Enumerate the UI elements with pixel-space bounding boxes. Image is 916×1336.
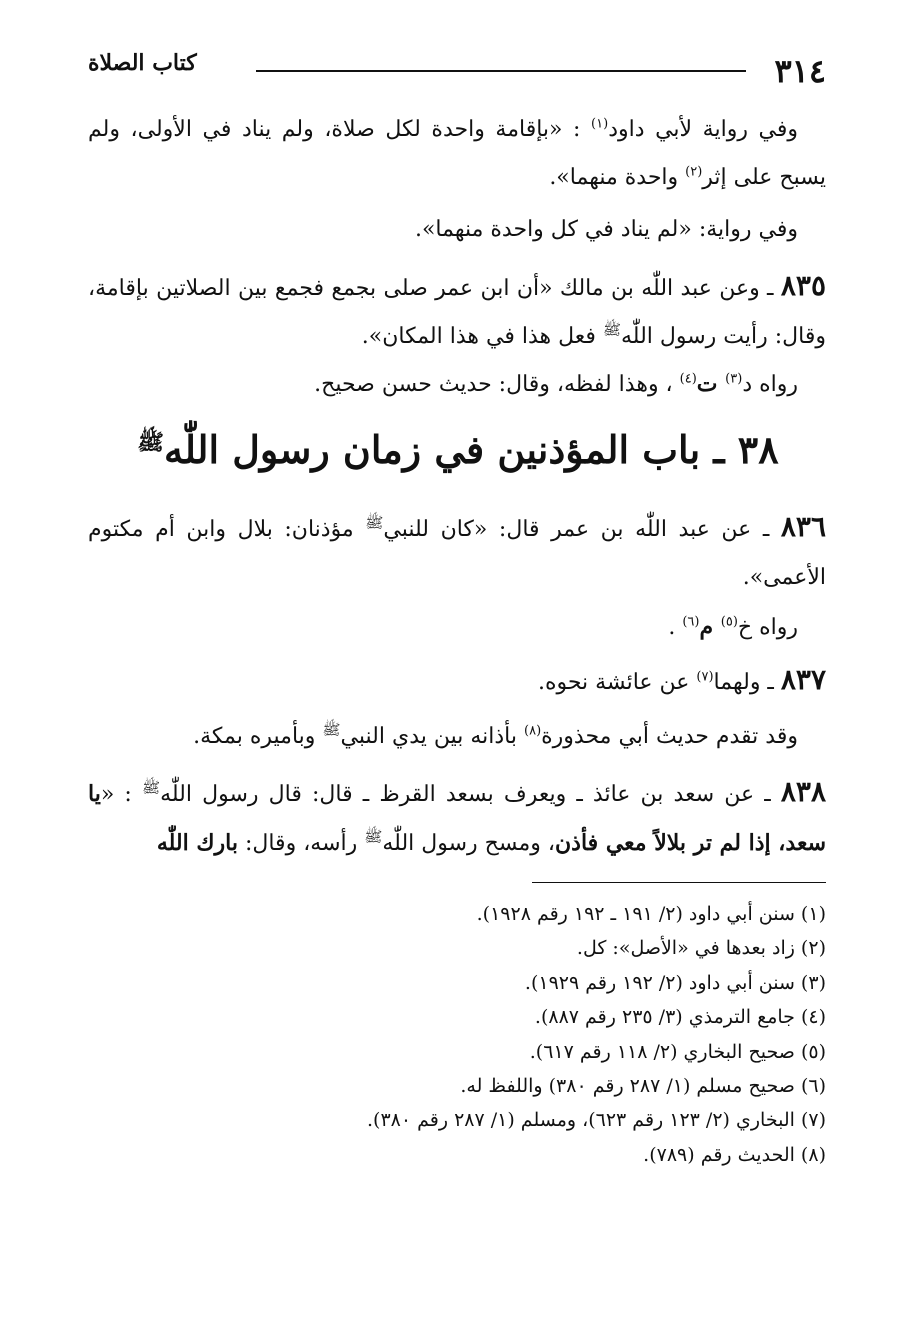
text-segment: بارك اللّٰه [156,830,238,856]
header-rule [256,70,746,72]
text-segment: واحدة منهما». [549,165,686,190]
footnote: (٧) البخاري (٢/ ١٢٣ رقم ٦٢٣)، ومسلم (١/ ٢٨٧ رقم ٣٨٠). [367,1109,826,1132]
text-segment: بأذانه بين يدي النبي [340,724,525,749]
hadith-number: ٨٣٦ [780,510,826,543]
text-segment: عن عائشة نحوه. [537,670,697,695]
footnote: (١) سنن أبي داود (٢/ ١٩١ ـ ١٩٢ رقم ١٩٢٨). [476,903,826,925]
text-segment: ـ وعن عبد اللّٰه بن مالك «أن ابن عمر صلى بجمع فجمع بين الصلاتين بإقامة، وقال: رأيت رسول اللّٰه [88,276,826,349]
footnote-ref: (٢) [685,164,703,180]
hadith-836 [88,503,826,602]
salutation-symbol: ﷺ [137,429,164,456]
paragraph-abu-dawud-narration [88,106,826,202]
footnote-ref: (٣) [725,371,743,387]
text-segment: وفي رواية: «لم يناد في كل واحدة منهما». [414,217,798,242]
text-segment: ، وهذا لفظه، وقال: حديث حسن صحيح. [314,372,680,397]
book-title: كتاب الصلاة [88,50,197,76]
paragraph-abu-mahdhura [88,713,826,761]
salutation-symbol: ﷺ [322,720,341,739]
footnote-ref: (٧) [696,669,714,685]
hadith-837 [88,656,826,707]
hadith-number: ٨٣٧ [780,663,826,696]
text-segment: : «بإقامة واحدة لكل صلاة، ولم يناد في الأولى، ولم يسبح على إثر [88,117,826,190]
footnote: (٢) زاد بعدها في «الأصل»: كل. [576,937,826,960]
footnote-ref: (٨) [524,723,542,739]
hadith-number: ٨٣٥ [780,269,826,302]
hadith-835 [88,262,826,361]
footnote: (٤) جامع الترمذي (٣/ ٢٣٥ رقم ٨٨٧). [534,1006,826,1029]
footnote: (٣) سنن أبي داود (٢/ ١٩٢ رقم ١٩٢٩). [524,971,826,994]
text-segment: وبأميره بمكة. [193,724,323,749]
page-header [88,52,826,102]
hadith-836-source [88,603,826,652]
text-segment: رواه د [742,372,798,397]
footnote-ref: (١) [591,116,609,132]
salutation-symbol: ﷺ [364,827,383,846]
footnote: (٥) صحيح البخاري (٢/ ١١٨ رقم ٦١٧). [529,1040,826,1063]
hadith-835-source [88,360,826,409]
hadith-number: ٨٣٨ [780,775,826,808]
text-segment: وقد تقدم حديث أبي محذورة [541,724,798,749]
footnote: (٨) الحديث رقم (٧٨٩). [643,1143,826,1166]
text-segment: ت [696,371,726,397]
text-segment: وفي رواية لأبي داود [608,117,798,142]
text-segment: رواه خ [737,615,798,640]
footnotes-list [88,897,826,1172]
footnote-ref: (٥) [720,614,738,630]
text-segment: يا سعد، إذا لم تر بلالاً معي فأذن [88,781,826,856]
text-segment: فعل هذا في هذا المكان». [361,324,603,349]
salutation-symbol: ﷺ [141,778,161,797]
text-segment: ـ عن عبد اللّٰه بن عمر قال: «كان للنبي [383,517,781,542]
chapter-title: ٣٨ ـ باب المؤذنين في زمان رسول اللّٰه [163,427,779,472]
salutation-symbol: ﷺ [365,513,384,532]
text-segment: رأسه، وقال: [237,831,365,856]
footnote-ref: (٤) [679,371,697,387]
chapter-heading [0,420,916,480]
text-segment: : « [100,782,142,807]
text-segment: مؤذنان: بلال وابن أم مكتوم الأعمى». [88,517,826,590]
text-segment: . [668,615,683,640]
footnote-separator [532,882,826,883]
footnote: (٦) صحيح مسلم (١/ ٢٨٧ رقم ٣٨٠) واللفظ له. [460,1074,826,1097]
footnote-ref: (٦) [682,614,700,630]
text-segment: ، ومسح رسول اللّٰه [382,831,556,856]
page-number: ٣١٤ [774,52,826,90]
salutation-symbol: ﷺ [602,320,622,339]
paragraph-other-narration [88,206,826,254]
hadith-838 [88,768,826,868]
text-segment: م [699,614,721,640]
text-segment: ـ عن سعد بن عائذ ـ ويعرف بسعد القرظ ـ قال: قال رسول اللّٰه [160,782,781,807]
text-segment: ـ ولهما [713,670,781,695]
